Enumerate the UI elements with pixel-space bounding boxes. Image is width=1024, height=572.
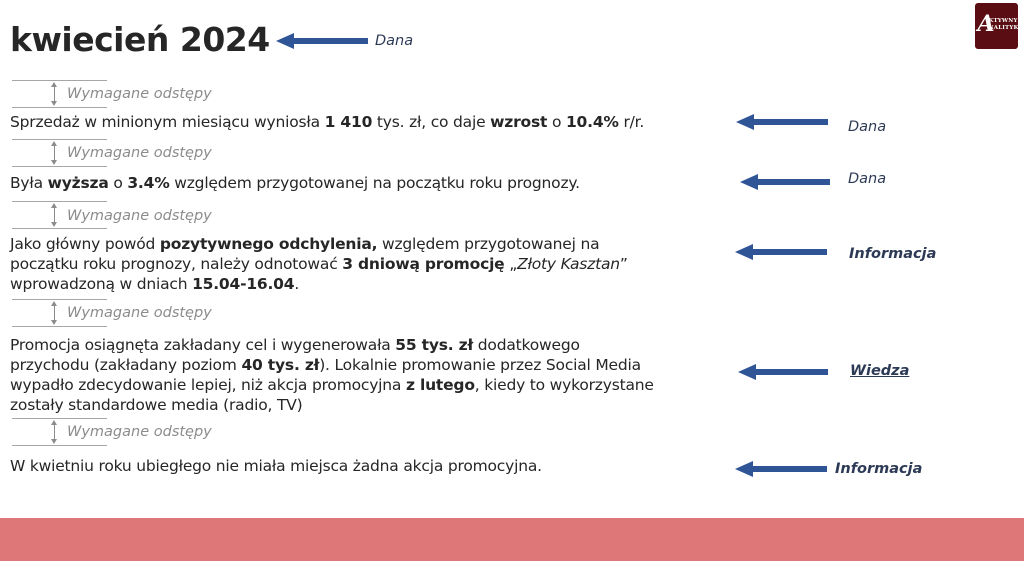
logo-line2: NALITYK	[988, 25, 1019, 31]
arrow-left-icon	[736, 114, 828, 130]
text-segment: początku roku prognozy, należy odnotować	[10, 255, 343, 273]
paragraph-tag-label: Wiedza	[850, 363, 910, 379]
text-segment: ”	[619, 255, 628, 273]
text-segment: .	[294, 275, 300, 293]
text-segment: względem przygotowanej na początku roku prognozy.	[169, 174, 580, 192]
text-segment: Sprzedaż w minionym miesiącu wyniosła	[10, 113, 325, 131]
paragraph-reason	[10, 234, 740, 294]
page-title: kwiecień 2024	[10, 20, 270, 59]
arrow-left-icon	[740, 174, 830, 190]
arrow-down-icon	[51, 160, 57, 165]
text-segment: Była	[10, 174, 48, 192]
spacer-label: Wymagane odstępy	[67, 208, 212, 224]
paragraph-tag-label: Dana	[848, 119, 887, 135]
emphasis-bold: wyższa	[47, 174, 109, 192]
spacing-marker	[12, 201, 232, 229]
spacer-bottom-line	[12, 107, 107, 108]
text-segment: ). Lokalnie promowanie przez Social Media	[319, 356, 641, 374]
spacer-label: Wymagane odstępy	[67, 145, 212, 161]
emphasis-bold: 15.04-16.04	[192, 275, 295, 293]
spacing-marker	[12, 299, 232, 327]
spacer-bottom-line	[12, 228, 107, 229]
logo-initial: A	[977, 11, 995, 37]
spacer-top-line	[12, 418, 107, 419]
spacer-bottom-line	[12, 166, 107, 167]
emphasis-bold: wzrost	[490, 113, 548, 131]
paragraph-tag-label: Dana	[848, 171, 887, 187]
arrow-down-icon	[51, 222, 57, 227]
spacer-vertical-line	[54, 424, 55, 440]
text-segment: wprowadzoną w dniach	[10, 275, 193, 293]
emphasis-bold: 40 tys. zł	[241, 356, 320, 374]
arrow-down-icon	[51, 101, 57, 106]
spacing-marker	[12, 139, 232, 167]
text-segment: o	[108, 174, 128, 192]
text-segment: o	[547, 113, 566, 131]
text-segment: dodatkowego	[473, 336, 580, 354]
title-tag-label: Dana	[375, 33, 414, 49]
arrow-down-icon	[51, 320, 57, 325]
text-segment: W kwietniu roku ubiegłego nie miała miejsca żadna akcja promocyjna.	[10, 457, 542, 475]
arrow-left-icon	[735, 461, 827, 477]
arrow-left-icon	[735, 244, 827, 260]
paragraph-promotion	[10, 335, 740, 415]
spacer-label: Wymagane odstępy	[67, 305, 212, 321]
paragraph-tag-label: Informacja	[849, 246, 937, 262]
emphasis-bold: 10.4%	[565, 113, 619, 131]
text-segment: względem przygotowanej na	[377, 235, 600, 253]
text-segment: , kiedy to wykorzystane	[474, 376, 654, 394]
spacer-vertical-line	[54, 86, 55, 102]
spacer-bottom-line	[12, 445, 107, 446]
emphasis-bold: 1 410	[324, 113, 373, 131]
logo	[975, 3, 1018, 49]
paragraph-last-year	[10, 456, 740, 476]
paragraph-sales	[10, 112, 740, 132]
emphasis-italic: Złoty Kasztan	[517, 255, 620, 273]
arrow-left-icon	[738, 364, 828, 380]
spacer-vertical-line	[54, 305, 55, 321]
emphasis-bold: 3.4%	[127, 174, 170, 192]
spacing-marker	[12, 80, 232, 108]
paragraph-tag-label: Informacja	[835, 461, 923, 477]
paragraph-forecast	[10, 173, 740, 193]
text-segment: „	[504, 255, 518, 273]
text-segment: zostały standardowe media (radio, TV)	[10, 396, 303, 414]
spacer-vertical-line	[54, 145, 55, 161]
spacer-label: Wymagane odstępy	[67, 86, 212, 102]
spacer-vertical-line	[54, 207, 55, 223]
emphasis-bold: 55 tys. zł	[395, 336, 474, 354]
spacer-top-line	[12, 201, 107, 202]
text-segment: Jako główny powód	[10, 235, 160, 253]
text-segment: tys. zł, co daje	[372, 113, 491, 131]
spacer-bottom-line	[12, 326, 107, 327]
arrow-down-icon	[51, 439, 57, 444]
spacing-marker	[12, 418, 232, 446]
text-segment: r/r.	[618, 113, 645, 131]
spacer-top-line	[12, 139, 107, 140]
spacer-top-line	[12, 299, 107, 300]
emphasis-bold: z lutego	[405, 376, 475, 394]
text-segment: wypadło zdecydowanie lepiej, niż akcja promocyjna	[10, 376, 406, 394]
arrow-left-icon	[276, 33, 368, 49]
spacer-top-line	[12, 80, 107, 81]
emphasis-bold: pozytywnego odchylenia,	[159, 235, 378, 253]
emphasis-bold: 3 dniową promocję	[342, 255, 505, 273]
text-segment: Promocja osiągnęta zakładany cel i wygenerowała	[10, 336, 396, 354]
spacer-label: Wymagane odstępy	[67, 424, 212, 440]
footer-bar	[0, 518, 1024, 561]
text-segment: przychodu (zakładany poziom	[10, 356, 242, 374]
logo-line1: KTYWNY	[988, 18, 1018, 24]
